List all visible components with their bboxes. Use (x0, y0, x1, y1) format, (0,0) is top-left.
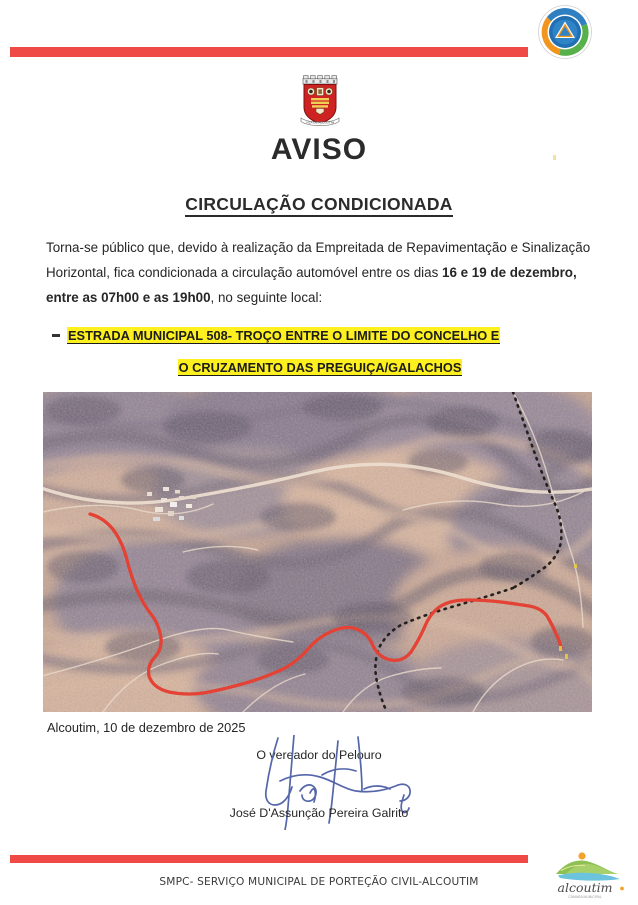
page-subtitle (0, 194, 638, 215)
affected-location-line-1 (46, 325, 594, 346)
bullet-dash-icon (52, 334, 60, 337)
notice-body-part1: Torna-se público que, devido à realização da Empreitada de Repavimentação e Sinalização Horizontal, fica condicionada a circulação automóvel entre os dias (46, 240, 591, 280)
crest-scroll-text: VILA DE ALCOUTIM (305, 120, 335, 125)
notice-body-dates: 16 e 19 de dezembro, entre as 07h00 e as 19h00 (46, 265, 577, 305)
alcoutim-wordmark: alcoutim (557, 880, 613, 895)
affected-location-text-1: ESTRADA MUNICIPAL 508- TROÇO ENTRE O LIMITE DO CONCELHO E (68, 328, 500, 343)
footer-red-rule (10, 855, 528, 863)
alcoutim-subline: CÂMARA MUNICIPAL (568, 895, 602, 899)
aerial-map-em508 (43, 392, 592, 712)
place-and-date: Alcoutim, 10 de dezembro de 2025 (47, 720, 246, 735)
alcoutim-municipality-logo (552, 848, 630, 900)
coat-of-arms-vila-de-alcoutim (297, 74, 343, 130)
signature-name: José D'Assunção Pereira Galrito (229, 806, 409, 820)
footer-department: SMPC- SERVIÇO MUNICIPAL DE PORTEÇÃO CIVIL-ALCOUTIM (159, 876, 479, 888)
scan-artifact (553, 155, 556, 160)
notice-body (46, 235, 594, 310)
notice-body-part2: , no seguinte local: (210, 290, 323, 305)
page-subtitle-text: CIRCULAÇÃO CONDICIONADA (185, 194, 452, 217)
affected-location-line-2 (46, 357, 594, 378)
header-red-rule (10, 47, 528, 57)
affected-location-block (46, 325, 594, 378)
signature-role: O vereador do Pelouro (256, 748, 382, 762)
civil-protection-logo (537, 4, 593, 60)
affected-location-text-2: O CRUZAMENTO DAS PREGUIÇA/GALACHOS (178, 360, 462, 375)
page-title: AVISO (270, 133, 368, 166)
